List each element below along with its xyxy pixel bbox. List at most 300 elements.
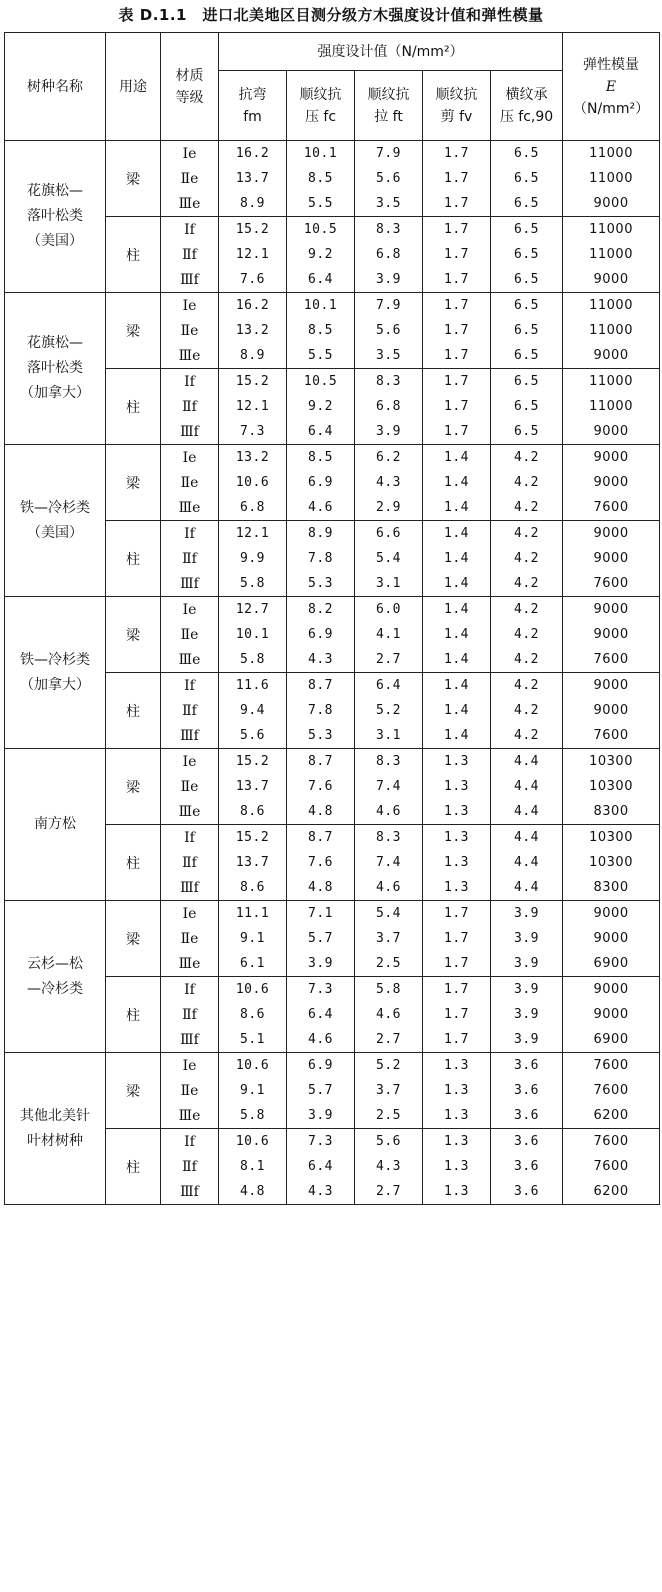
use-cell: 柱 [106,217,161,293]
value-cell: 8.3 [355,825,423,851]
value-cell: 4.3 [287,647,355,673]
grade-cell [161,1053,219,1079]
modulus-cell: 7600 [563,571,660,597]
grade-cell [161,597,219,623]
modulus-cell: 7600 [563,1154,660,1179]
header-modulus-line3: （N/mm²） [573,100,650,117]
value-cell: 7.6 [287,774,355,799]
grade-label: Ⅱe [180,322,199,339]
grade-label: Ⅱf [182,702,197,719]
value-cell: 1.7 [423,926,491,951]
value-cell: 8.3 [355,369,423,395]
use-cell: 梁 [106,293,161,369]
header-strength-col-4 [491,71,563,141]
modulus-cell: 10300 [563,749,660,775]
value-cell: 15.2 [219,825,287,851]
grade-label: Ⅰe [182,449,197,466]
value-cell: 4.2 [491,445,563,471]
value-cell: 4.2 [491,597,563,623]
value-cell: 3.6 [491,1053,563,1079]
modulus-cell: 7600 [563,723,660,749]
grade-label: Ⅲe [178,347,201,364]
value-cell: 3.9 [491,1002,563,1027]
value-cell: 9.1 [219,926,287,951]
use-cell: 柱 [106,977,161,1053]
value-cell: 3.9 [491,926,563,951]
table-row [5,141,660,167]
value-cell: 6.1 [219,951,287,977]
grade-label: Ⅰe [182,905,197,922]
value-cell: 9.2 [287,242,355,267]
modulus-cell: 11000 [563,141,660,167]
table-row [5,1053,660,1079]
grade-cell [161,419,219,445]
use-cell: 梁 [106,445,161,521]
value-cell: 16.2 [219,293,287,319]
value-cell: 8.9 [219,343,287,369]
value-cell: 4.6 [355,799,423,825]
value-cell: 1.7 [423,267,491,293]
value-cell: 6.4 [287,419,355,445]
value-cell: 3.6 [491,1078,563,1103]
modulus-cell: 11000 [563,318,660,343]
value-cell: 6.5 [491,343,563,369]
value-cell: 4.2 [491,546,563,571]
grade-cell [161,850,219,875]
header-strength-col-0 [219,71,287,141]
value-cell: 1.3 [423,1154,491,1179]
value-cell: 5.8 [219,647,287,673]
value-cell: 10.1 [287,293,355,319]
value-cell: 4.4 [491,825,563,851]
grade-cell [161,217,219,243]
use-cell: 梁 [106,1053,161,1129]
modulus-cell: 7600 [563,1078,660,1103]
value-cell: 5.5 [287,343,355,369]
species-cell [5,597,106,749]
grade-label: Ⅰe [182,297,197,314]
use-cell: 梁 [106,901,161,977]
value-cell: 3.9 [287,1103,355,1129]
species-name-line: 叶材树种 [27,1132,83,1149]
value-cell: 5.5 [287,191,355,217]
grade-label: Ⅲf [180,423,199,440]
modulus-cell: 10300 [563,774,660,799]
value-cell: 7.8 [287,698,355,723]
value-cell: 5.4 [355,901,423,927]
value-cell: 1.4 [423,673,491,699]
strength-table [4,32,660,1205]
grade-label: Ⅱf [182,398,197,415]
grade-cell [161,647,219,673]
value-cell: 10.5 [287,217,355,243]
grade-cell [161,141,219,167]
header-modulus-line1: 弹性模量 [583,56,640,73]
header-col-line1: 抗弯 [238,86,267,103]
grade-cell [161,571,219,597]
value-cell: 1.3 [423,1129,491,1155]
value-cell: 8.7 [287,673,355,699]
value-cell: 13.7 [219,774,287,799]
value-cell: 1.7 [423,901,491,927]
grade-label: Ⅰe [182,145,197,162]
value-cell: 5.8 [219,571,287,597]
value-cell: 4.2 [491,673,563,699]
grade-label: Ⅲf [180,271,199,288]
grade-cell [161,1002,219,1027]
grade-label: Ⅲf [180,879,199,896]
grade-label: Ⅰf [184,373,195,390]
value-cell: 5.6 [355,1129,423,1155]
value-cell: 9.2 [287,394,355,419]
value-cell: 4.6 [355,1002,423,1027]
modulus-cell: 6900 [563,1027,660,1053]
grade-label: Ⅲe [178,499,201,516]
grade-cell [161,1027,219,1053]
value-cell: 4.6 [355,875,423,901]
value-cell: 6.4 [355,673,423,699]
grade-cell [161,673,219,699]
value-cell: 6.4 [287,1154,355,1179]
grade-cell [161,926,219,951]
value-cell: 5.7 [287,926,355,951]
value-cell: 3.9 [491,1027,563,1053]
value-cell: 6.5 [491,191,563,217]
grade-label: Ⅱf [182,1158,197,1175]
grade-label: Ⅲe [178,803,201,820]
value-cell: 4.2 [491,647,563,673]
value-cell: 6.9 [287,1053,355,1079]
header-col-line1: 顺纹抗 [299,86,342,103]
value-cell: 8.6 [219,1002,287,1027]
grade-label: Ⅲf [180,575,199,592]
grade-cell [161,1103,219,1129]
species-name-line: 落叶松类 [27,208,83,224]
value-cell: 1.7 [423,1002,491,1027]
header-grade-line2: 等级 [175,89,204,106]
value-cell: 1.4 [423,622,491,647]
value-cell: 5.2 [355,1053,423,1079]
value-cell: 1.7 [423,217,491,243]
header-strength-group: 强度设计值（N/mm²） [219,33,563,71]
value-cell: 8.5 [287,318,355,343]
grade-label: Ⅲf [180,1183,199,1200]
value-cell: 12.1 [219,521,287,547]
modulus-cell: 10300 [563,850,660,875]
header-grade-line1: 材质 [175,67,204,84]
value-cell: 2.5 [355,951,423,977]
value-cell: 1.4 [423,546,491,571]
grade-cell [161,1078,219,1103]
value-cell: 7.9 [355,293,423,319]
table-row [5,749,660,775]
value-cell: 3.9 [355,419,423,445]
grade-cell [161,470,219,495]
table-row [5,901,660,927]
value-cell: 6.5 [491,242,563,267]
modulus-cell: 9000 [563,267,660,293]
modulus-cell: 9000 [563,521,660,547]
value-cell: 6.4 [287,267,355,293]
modulus-cell: 7600 [563,495,660,521]
grade-cell [161,191,219,217]
grade-label: Ⅱe [180,778,199,795]
grade-cell [161,521,219,547]
value-cell: 1.3 [423,1103,491,1129]
value-cell: 2.7 [355,1027,423,1053]
value-cell: 3.5 [355,343,423,369]
value-cell: 12.7 [219,597,287,623]
value-cell: 15.2 [219,749,287,775]
value-cell: 8.5 [287,445,355,471]
header-grade [161,33,219,141]
modulus-cell: 9000 [563,445,660,471]
modulus-cell: 11000 [563,217,660,243]
header-use: 用途 [106,33,161,141]
value-cell: 2.5 [355,1103,423,1129]
grade-label: Ⅰe [182,1057,197,1074]
grade-cell [161,698,219,723]
species-name-line: （美国） [27,233,83,249]
species-cell [5,293,106,445]
value-cell: 4.3 [287,1179,355,1205]
value-cell: 4.2 [491,470,563,495]
value-cell: 4.6 [287,495,355,521]
value-cell: 4.2 [491,698,563,723]
value-cell: 7.4 [355,774,423,799]
header-col-line2: 压 fc [304,108,337,125]
value-cell: 11.1 [219,901,287,927]
value-cell: 8.3 [355,749,423,775]
value-cell: 2.9 [355,495,423,521]
modulus-cell: 10300 [563,825,660,851]
modulus-cell: 9000 [563,419,660,445]
value-cell: 5.8 [355,977,423,1003]
value-cell: 7.9 [355,141,423,167]
use-cell: 梁 [106,141,161,217]
species-name-line: 铁—冷杉类 [20,651,90,668]
value-cell: 1.7 [423,191,491,217]
value-cell: 8.7 [287,825,355,851]
grade-cell [161,343,219,369]
value-cell: 1.7 [423,951,491,977]
value-cell: 12.1 [219,242,287,267]
value-cell: 11.6 [219,673,287,699]
grade-label: Ⅲe [178,955,201,972]
grade-label: Ⅱf [182,854,197,871]
value-cell: 1.3 [423,1078,491,1103]
species-cell [5,749,106,901]
header-strength-col-2 [355,71,423,141]
value-cell: 7.6 [219,267,287,293]
modulus-cell: 7600 [563,1129,660,1155]
value-cell: 1.3 [423,850,491,875]
value-cell: 3.7 [355,926,423,951]
value-cell: 3.9 [355,267,423,293]
use-cell: 梁 [106,749,161,825]
species-name-line: 花旗松— [27,335,83,351]
value-cell: 13.7 [219,166,287,191]
modulus-cell: 11000 [563,394,660,419]
value-cell: 8.5 [287,166,355,191]
value-cell: 1.4 [423,647,491,673]
modulus-cell: 8300 [563,875,660,901]
value-cell: 4.2 [491,723,563,749]
table-row [5,293,660,319]
value-cell: 1.7 [423,343,491,369]
species-name-line: （美国） [27,524,83,541]
grade-cell [161,546,219,571]
value-cell: 6.6 [355,521,423,547]
value-cell: 8.1 [219,1154,287,1179]
table-row [5,445,660,471]
value-cell: 6.5 [491,166,563,191]
value-cell: 3.5 [355,191,423,217]
species-name-line: （加拿大） [20,385,90,401]
value-cell: 1.4 [423,597,491,623]
modulus-cell: 11000 [563,242,660,267]
value-cell: 1.4 [423,470,491,495]
value-cell: 4.4 [491,749,563,775]
value-cell: 1.7 [423,977,491,1003]
modulus-cell: 9000 [563,698,660,723]
value-cell: 4.4 [491,799,563,825]
grade-cell [161,369,219,395]
value-cell: 1.4 [423,495,491,521]
grade-cell [161,875,219,901]
species-cell [5,901,106,1053]
value-cell: 6.5 [491,419,563,445]
grade-cell [161,977,219,1003]
value-cell: 1.7 [423,293,491,319]
value-cell: 6.5 [491,267,563,293]
grade-label: Ⅲf [180,1031,199,1048]
grade-label: Ⅱf [182,550,197,567]
value-cell: 6.9 [287,622,355,647]
modulus-cell: 9000 [563,1002,660,1027]
header-col-line1: 顺纹抗 [435,86,478,103]
value-cell: 4.4 [491,774,563,799]
value-cell: 1.3 [423,1179,491,1205]
modulus-cell: 6200 [563,1103,660,1129]
value-cell: 4.8 [287,799,355,825]
value-cell: 4.2 [491,622,563,647]
grade-label: Ⅰf [184,221,195,238]
grade-cell [161,318,219,343]
modulus-cell: 9000 [563,191,660,217]
use-cell: 柱 [106,1129,161,1205]
grade-cell [161,1179,219,1205]
value-cell: 9.9 [219,546,287,571]
value-cell: 1.4 [423,571,491,597]
value-cell: 4.6 [287,1027,355,1053]
species-name-line: 云杉—松 [27,955,83,972]
species-name-line: 其他北美针 [20,1107,90,1124]
grade-cell [161,242,219,267]
grade-cell [161,1154,219,1179]
grade-label: Ⅲe [178,195,201,212]
grade-label: Ⅲe [178,651,201,668]
modulus-cell: 9000 [563,597,660,623]
use-cell: 柱 [106,369,161,445]
species-cell [5,1053,106,1205]
grade-label: Ⅱe [180,930,199,947]
modulus-cell: 7600 [563,647,660,673]
value-cell: 6.8 [355,242,423,267]
value-cell: 5.6 [355,318,423,343]
grade-cell [161,495,219,521]
value-cell: 3.6 [491,1129,563,1155]
species-name-line: —冷杉类 [27,980,83,997]
value-cell: 5.1 [219,1027,287,1053]
value-cell: 3.9 [491,901,563,927]
species-name-line: 南方松 [34,816,76,832]
value-cell: 4.4 [491,875,563,901]
value-cell: 6.0 [355,597,423,623]
value-cell: 8.9 [219,191,287,217]
value-cell: 4.4 [491,850,563,875]
value-cell: 3.6 [491,1154,563,1179]
value-cell: 10.1 [287,141,355,167]
value-cell: 1.7 [423,166,491,191]
value-cell: 2.7 [355,1179,423,1205]
value-cell: 10.6 [219,977,287,1003]
modulus-cell: 9000 [563,470,660,495]
value-cell: 10.6 [219,470,287,495]
use-cell: 柱 [106,825,161,901]
value-cell: 10.6 [219,1129,287,1155]
value-cell: 6.5 [491,394,563,419]
value-cell: 2.7 [355,647,423,673]
header-col-line2: 拉 ft [374,108,403,125]
grade-label: Ⅱe [180,474,199,491]
value-cell: 5.6 [219,723,287,749]
value-cell: 1.7 [423,242,491,267]
value-cell: 10.5 [287,369,355,395]
grade-cell [161,166,219,191]
modulus-cell: 9000 [563,977,660,1003]
grade-label: Ⅱf [182,1006,197,1023]
value-cell: 7.3 [287,1129,355,1155]
value-cell: 3.9 [491,977,563,1003]
value-cell: 4.2 [491,495,563,521]
modulus-cell: 11000 [563,293,660,319]
value-cell: 1.3 [423,875,491,901]
grade-label: Ⅲf [180,727,199,744]
header-modulus-line2: E [605,78,617,95]
value-cell: 4.8 [287,875,355,901]
value-cell: 1.7 [423,1027,491,1053]
value-cell: 4.1 [355,622,423,647]
modulus-cell: 8300 [563,799,660,825]
grade-cell [161,774,219,799]
value-cell: 4.2 [491,571,563,597]
value-cell: 5.6 [355,166,423,191]
value-cell: 6.9 [287,470,355,495]
value-cell: 13.2 [219,318,287,343]
modulus-cell: 6200 [563,1179,660,1205]
value-cell: 8.6 [219,799,287,825]
value-cell: 9.4 [219,698,287,723]
value-cell: 16.2 [219,141,287,167]
value-cell: 5.8 [219,1103,287,1129]
value-cell: 9.1 [219,1078,287,1103]
value-cell: 7.6 [287,850,355,875]
value-cell: 13.7 [219,850,287,875]
value-cell: 8.2 [287,597,355,623]
value-cell: 1.4 [423,521,491,547]
value-cell: 6.2 [355,445,423,471]
